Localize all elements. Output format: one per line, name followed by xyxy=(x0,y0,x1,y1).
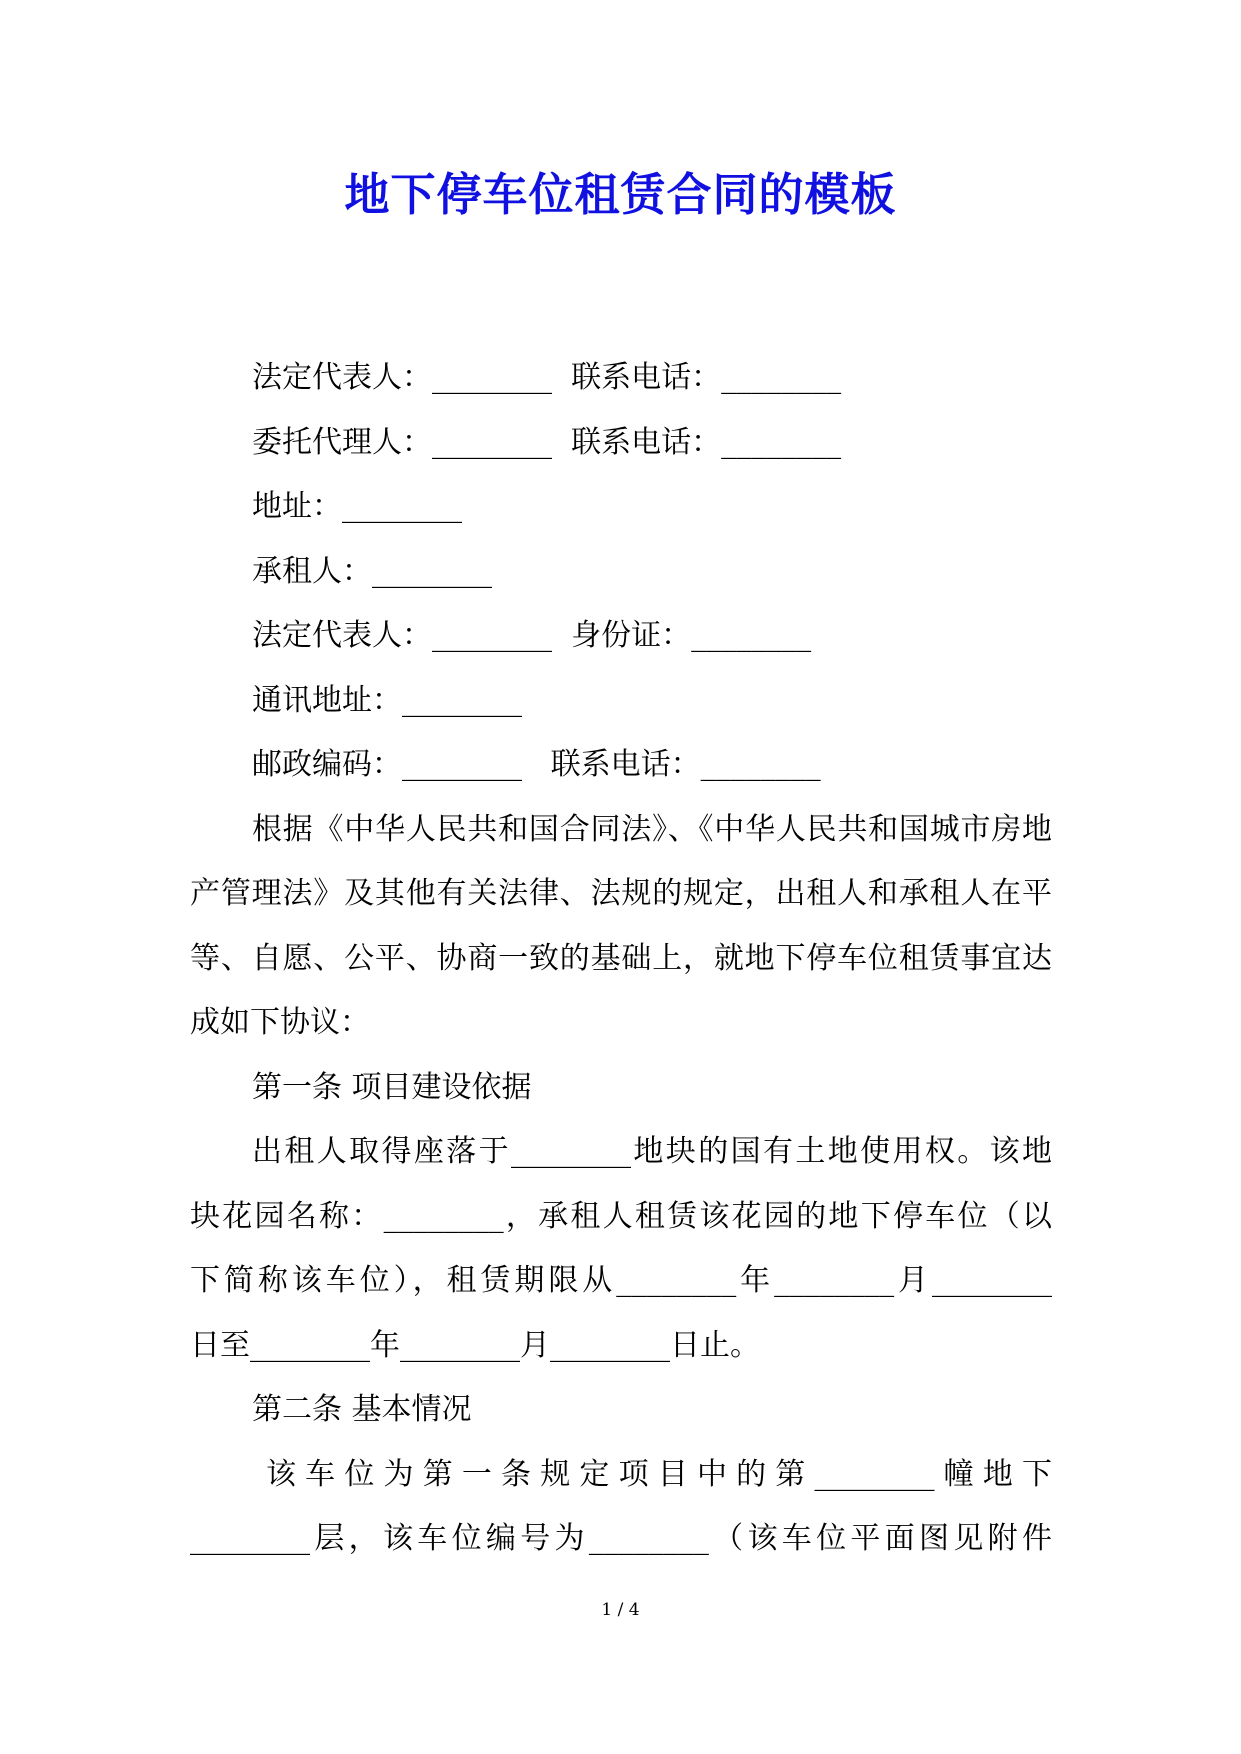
field-line-address: 地址：________ xyxy=(252,489,462,524)
field-line-lessee-rep: 法定代表人：________ 身份证：________ xyxy=(252,618,812,653)
field-line-legal-rep: 法定代表人：________ 联系电话：________ xyxy=(252,360,842,395)
field-line-agent: 委托代理人：________ 联系电话：________ xyxy=(252,425,842,460)
paragraph-line: 根据《中华人民共和国合同法》、《中华人民共和国城市房地 xyxy=(252,812,1052,847)
field-line-mail-address: 通讯地址：________ xyxy=(252,683,522,718)
page-number: 1 / 4 xyxy=(601,1600,640,1620)
paragraph-line: ________层，该车位编号为________（该车位平面图见附件 xyxy=(190,1521,1052,1556)
paragraph-line: 块花园名称：________，承租人租赁该花园的地下停车位（以 xyxy=(190,1199,1052,1234)
paragraph-line: 出租人取得座落于________地块的国有土地使用权。该地 xyxy=(252,1134,1052,1169)
field-line-lessee: 承租人：________ xyxy=(252,554,492,589)
article-heading-2: 第二条 基本情况 xyxy=(252,1392,472,1427)
paragraph-line: 该车位为第一条规定项目中的第________幢地下 xyxy=(266,1457,1052,1492)
document-title: 地下停车位租赁合同的模板 xyxy=(344,168,897,221)
paragraph-line: 下简称该车位），租赁期限从________年________月________ xyxy=(190,1263,1052,1298)
paragraph-line: 成如下协议： xyxy=(190,1005,370,1040)
article-heading-1: 第一条 项目建设依据 xyxy=(252,1070,532,1105)
field-line-postcode: 邮政编码：________ 联系电话：________ xyxy=(252,747,821,782)
paragraph-line: 日至________年________月________日止。 xyxy=(190,1328,760,1363)
paragraph-line: 产管理法》及其他有关法律、法规的规定，出租人和承租人在平 xyxy=(190,876,1052,911)
paragraph-line: 等、自愿、公平、协商一致的基础上，就地下停车位租赁事宜达 xyxy=(190,941,1052,976)
